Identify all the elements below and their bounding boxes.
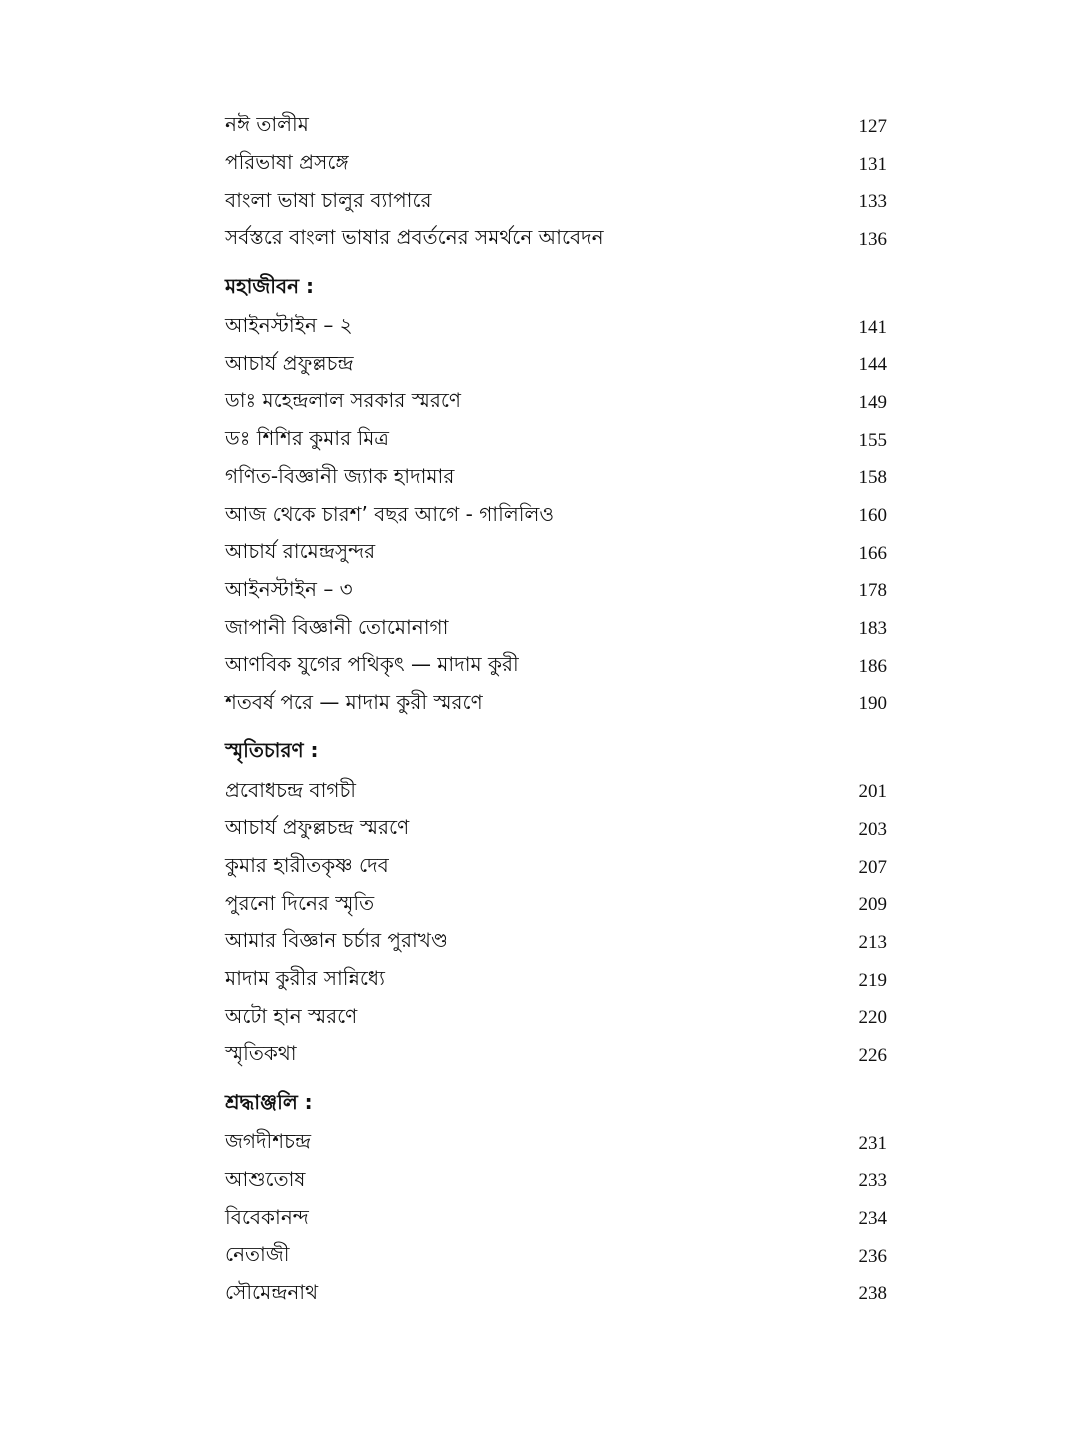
toc-entry <box>225 999 887 1037</box>
entry-page-number: 190 <box>858 693 887 715</box>
toc-entry <box>225 811 887 849</box>
entry-title: আইনস্টাইন – ২ <box>225 313 353 338</box>
entry-title: জগদীশচন্দ্র <box>225 1129 312 1154</box>
toc-entry <box>225 1200 887 1238</box>
toc-entry <box>225 686 887 724</box>
toc-entry <box>225 183 887 221</box>
toc-entry <box>225 460 887 498</box>
entry-title: অটো হান স্মরণে <box>225 1003 358 1028</box>
entry-title: আইনস্টাইন – ৩ <box>225 576 353 601</box>
entry-page-number: 238 <box>858 1283 887 1305</box>
entry-title: গণিত-বিজ্ঞানী জ্যাক হাদামার <box>225 463 455 488</box>
toc-entry <box>225 346 887 384</box>
toc-entry <box>225 1276 887 1314</box>
entry-title: আচার্য প্রফুল্লচন্দ্র <box>225 350 354 375</box>
entry-page-number: 226 <box>858 1044 887 1066</box>
entry-page-number: 201 <box>858 781 887 803</box>
entry-title: মাদাম কুরীর সান্নিধ্যে <box>225 966 385 991</box>
entry-page-number: 155 <box>858 429 887 451</box>
entry-title: নেতাজী <box>225 1242 290 1267</box>
entry-title: আমার বিজ্ঞান চর্চার পুরাখণ্ড <box>225 928 448 953</box>
entry-page-number: 131 <box>858 153 887 175</box>
entry-page-number: 186 <box>858 655 887 677</box>
table-of-contents <box>225 108 887 1313</box>
entry-page-number: 213 <box>858 931 887 953</box>
entry-title: সর্বস্তরে বাংলা ভাষার প্রবর্তনের সমর্থনে আবেদন <box>225 225 604 250</box>
entry-page-number: 209 <box>858 894 887 916</box>
entry-page-number: 231 <box>858 1132 887 1154</box>
toc-entry <box>225 1238 887 1276</box>
entry-title: নঈ তালীম <box>225 112 309 137</box>
toc-entry <box>225 1163 887 1201</box>
entry-title: আশুতোষ <box>225 1166 306 1191</box>
entry-page-number: 203 <box>858 818 887 840</box>
toc-entry <box>225 610 887 648</box>
entry-title: কুমার হারীতকৃষ্ণ দেব <box>225 853 389 878</box>
entry-title: পরিভাষা প্রসঙ্গে <box>225 150 349 175</box>
entry-title: বাংলা ভাষা চালুর ব্যাপারে <box>225 187 432 212</box>
entry-page-number: 141 <box>858 316 887 338</box>
entry-page-number: 234 <box>858 1208 887 1230</box>
toc-entry <box>225 535 887 573</box>
entry-page-number: 219 <box>858 969 887 991</box>
entry-title: শতবর্ষ পরে — মাদাম কুরী স্মরণে <box>225 689 483 714</box>
entry-title: সৌমেন্দ্রনাথ <box>225 1279 319 1304</box>
toc-entry <box>225 108 887 146</box>
toc-entry <box>225 221 887 259</box>
toc-entry <box>225 924 887 962</box>
entry-title: বিবেকানন্দ <box>225 1204 309 1229</box>
toc-entry <box>225 1125 887 1163</box>
entry-page-number: 178 <box>858 580 887 602</box>
toc-entry <box>225 886 887 924</box>
entry-title: প্রবোধচন্দ্র বাগচী <box>225 777 356 802</box>
toc-entry <box>225 962 887 1000</box>
entry-page-number: 149 <box>858 391 887 413</box>
entry-title: জাপানী বিজ্ঞানী তোমোনাগা <box>225 614 449 639</box>
entry-page-number: 158 <box>858 467 887 489</box>
entry-page-number: 183 <box>858 618 887 640</box>
entry-title: আচার্য প্রফুল্লচন্দ্র স্মরণে <box>225 815 410 840</box>
entry-title: আজ থেকে চারশ’ বছর আগে - গালিলিও <box>225 501 555 526</box>
entry-page-number: 233 <box>858 1170 887 1192</box>
toc-entry <box>225 497 887 535</box>
toc-entry <box>225 422 887 460</box>
entry-page-number: 220 <box>858 1007 887 1029</box>
entry-page-number: 136 <box>858 228 887 250</box>
toc-entry <box>225 573 887 611</box>
toc-entry <box>225 309 887 347</box>
entry-title: পুরনো দিনের স্মৃতি <box>225 890 375 915</box>
entry-title: ডঃ শিশির কুমার মিত্র <box>225 426 389 451</box>
section-heading: স্মৃতিচারণ : <box>225 738 319 763</box>
entry-title: আণবিক যুগের পথিকৃৎ — মাদাম কুরী <box>225 652 519 677</box>
entry-page-number: 133 <box>858 191 887 213</box>
toc-entry <box>225 146 887 184</box>
entry-page-number: 207 <box>858 856 887 878</box>
entry-title: আচার্য রামেন্দ্রসুন্দর <box>225 539 376 564</box>
entry-page-number: 236 <box>858 1245 887 1267</box>
entry-page-number: 160 <box>858 505 887 527</box>
entry-title: স্মৃতিকথা <box>225 1041 297 1066</box>
toc-entry <box>225 773 887 811</box>
entry-page-number: 166 <box>858 542 887 564</box>
section-heading: শ্রদ্ধাঞ্জলি : <box>225 1089 313 1114</box>
toc-entry <box>225 1037 887 1075</box>
toc-entry <box>225 849 887 887</box>
entry-page-number: 127 <box>858 115 887 137</box>
entry-page-number: 144 <box>858 354 887 376</box>
entry-title: ডাঃ মহেন্দ্রলাল সরকার স্মরণে <box>225 388 461 413</box>
section-heading: মহাজীবন : <box>225 273 315 298</box>
toc-entry <box>225 384 887 422</box>
toc-entry <box>225 648 887 686</box>
